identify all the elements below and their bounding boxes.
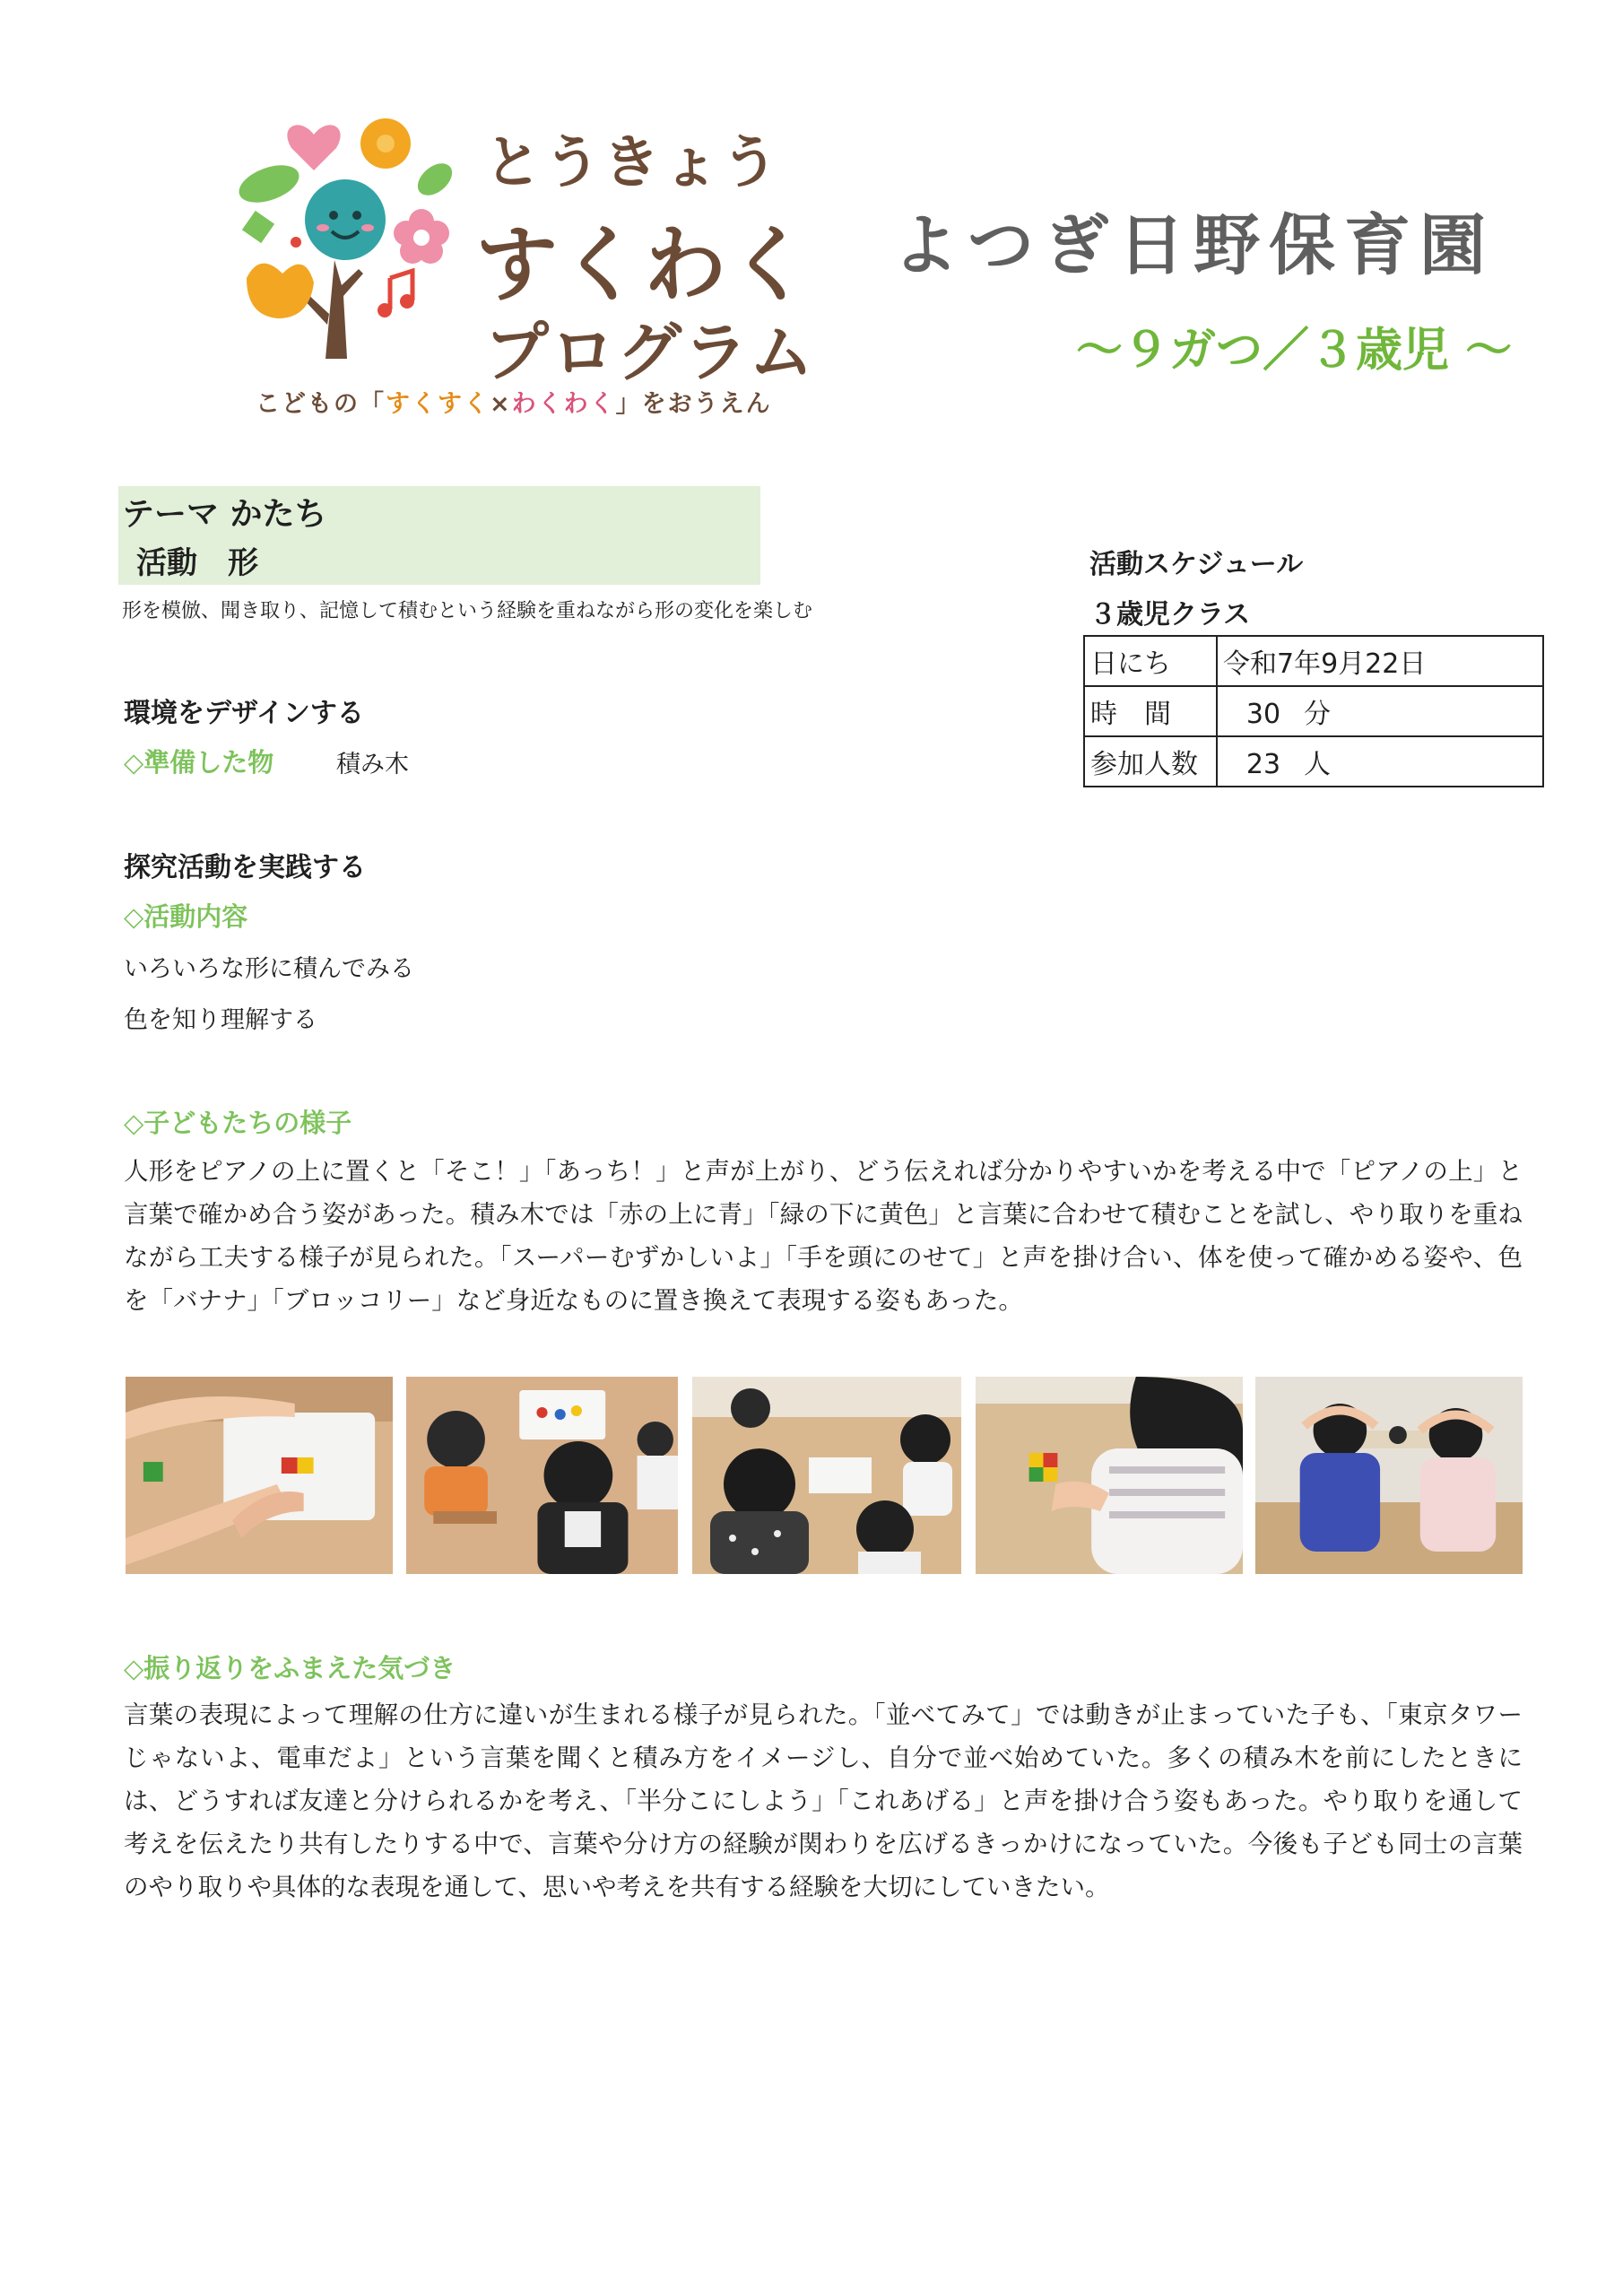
schedule-label: 日にち	[1084, 636, 1217, 686]
children-observation-text: 人形をピアノの上に置くと「そこ！」「あっち！」と声が上がり、どう伝えれば分かりやすいかを考える中で「ピアノの上」と言葉で確かめ合う姿があった。積み木では「赤の上に青」「緑の下に黄色」と言葉に合わせて積むことを試し、やり取りを重ねながら工夫する様子が見られた。「スーパーむずかしいよ」「手を頭にのせて」と声を掛け合い、体を使って確かめる姿や、色を「バナナ」「ブロッコリー」など身近なものに置き換えて表現する姿もあった。	[124, 1157, 1523, 1315]
activity-content-item: いろいろな形に積んでみる	[124, 955, 414, 983]
theme-description: 形を模倣、聞き取り、記憶して積むという経験を重ねながら形の変化を楽しむ	[122, 600, 813, 622]
activity-title: 活動 形	[136, 545, 258, 581]
schedule-table	[1083, 635, 1544, 787]
reflection-heading: ◇振り返りをふまえた気づき	[124, 1653, 456, 1683]
environment-heading: 環境をデザインする	[124, 698, 364, 729]
children-observation-heading: ◇子どもたちの様子	[124, 1108, 352, 1138]
activity-photo	[692, 1377, 961, 1574]
schedule-value: 30 分	[1217, 686, 1543, 736]
activity-photo	[126, 1377, 393, 1574]
schedule-row-time	[1084, 686, 1543, 736]
month-class-subtitle: ～９ガつ／３歳児 ～	[1076, 324, 1513, 378]
schedule-class-name: ３歳児クラス	[1089, 599, 1251, 631]
logo-tagline: こどもの「すくすく×わくわく」をおうえん	[256, 390, 772, 418]
activity-content-heading: ◇活動内容	[124, 901, 248, 932]
activity-photo	[406, 1377, 678, 1574]
logo-line-3: プログラム	[484, 315, 816, 390]
activity-photo	[976, 1377, 1243, 1574]
activity-content-item: 色を知り理解する	[124, 1006, 317, 1034]
schedule-label: 参加人数	[1084, 736, 1217, 787]
schedule-value: 令和7年9月22日	[1217, 636, 1543, 686]
school-name: よつぎ日野保育園	[892, 207, 1495, 284]
logo-line-1: とうきょう	[484, 130, 780, 196]
schedule-label: 時 間	[1084, 686, 1217, 736]
inquiry-heading: 探究活動を実践する	[124, 852, 366, 883]
reflection-text: 言葉の表現によって理解の仕方に違いが生まれる様子が見られた。「並べてみて」では動きが止まっていた子も、「東京タワーじゃないよ、電車だよ」という言葉を聞くと積み方をイメージし、自分で並べ始めていた。多くの積み木を前にしたときには、どうすれば友達と分けられるかを考え、「半分こにしよう」「これあげる」と声を掛け合う姿もあった。やり取りを通して考えを伝えたり共有したりする中で、言葉や分け方の経験が関わりを広げるきっかけになっていた。今後も子ども同士の言葉のやり取りや具体的な表現を通して、思いや考えを共有する経験を大切にしていきたい。	[124, 1700, 1523, 1901]
program-logo	[229, 117, 816, 422]
schedule-row-date	[1084, 636, 1543, 686]
schedule-row-participants	[1084, 736, 1543, 787]
prepared-items-value: 積み木	[336, 751, 409, 778]
tree-illustration	[229, 117, 462, 377]
schedule-title: 活動スケジュール	[1089, 549, 1304, 580]
schedule-value: 23 人	[1217, 736, 1543, 787]
theme-title: テーマ かたち	[122, 496, 327, 533]
prepared-items-heading: ◇準備した物	[124, 747, 274, 778]
logo-line-2: すくわく	[475, 217, 813, 313]
activity-photo	[1255, 1377, 1523, 1574]
